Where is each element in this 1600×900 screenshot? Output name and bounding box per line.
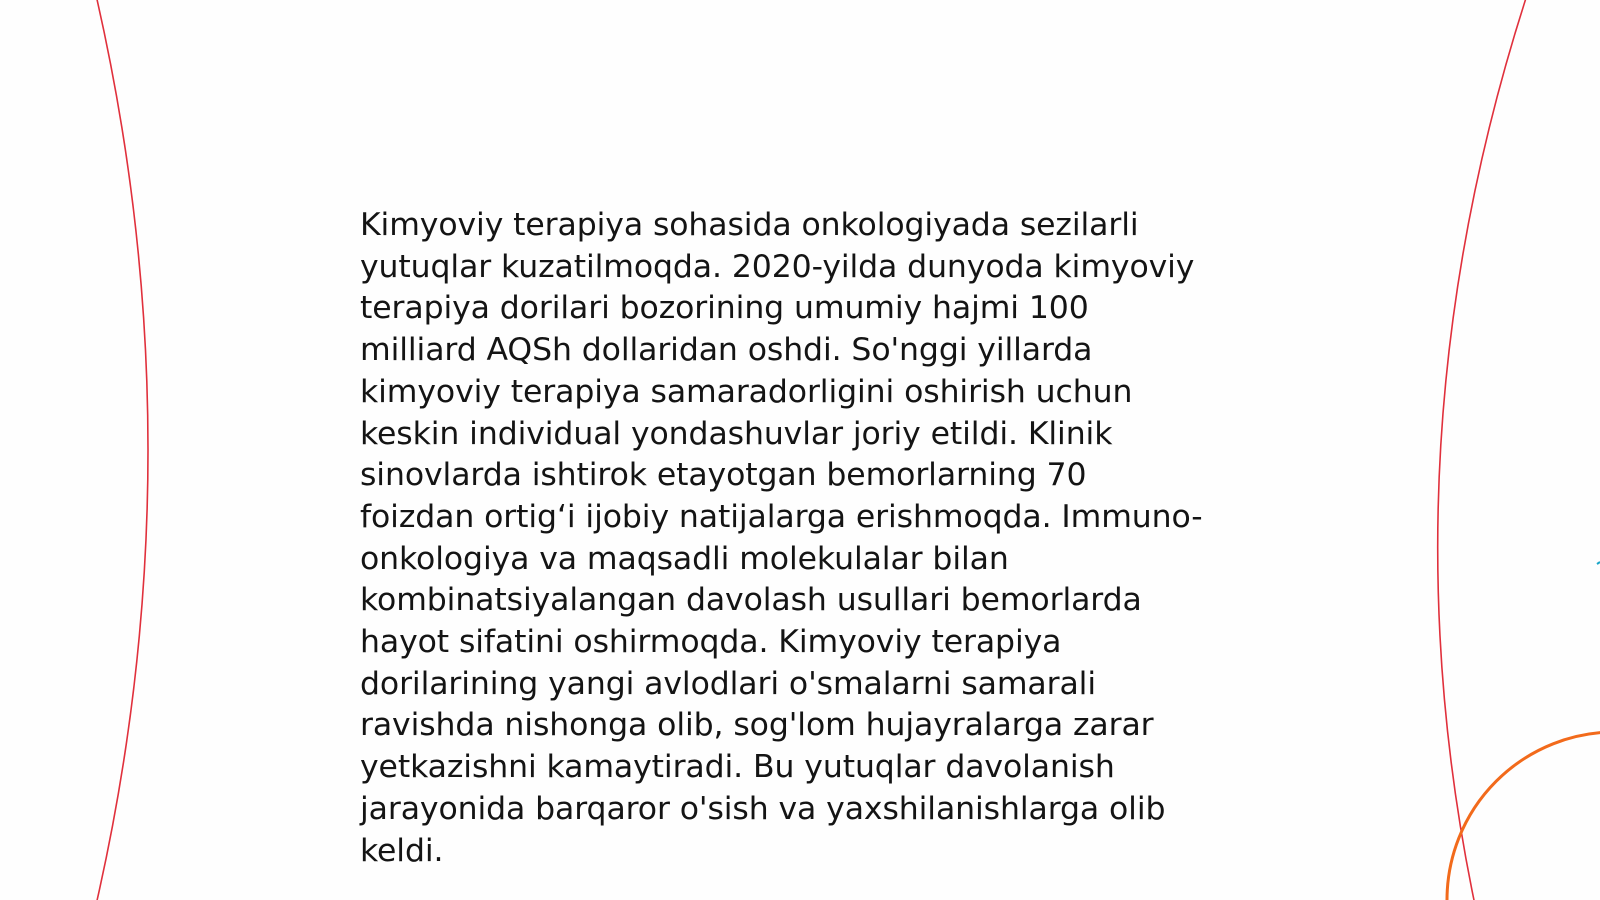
orange-circle-arc — [1447, 732, 1600, 900]
body-paragraph: Kimyoviy terapiya sohasida onkologiyada sezilarli yutuqlar kuzatilmoqda. 2020-yilda dunyoda kimyoviy terapiya dorilari bozorining umumiy hajmi 100 milliard AQSh dollaridan oshdi. So'nggi yillarda kimyoviy terapiya samaradorligini oshirish uchun keskin individual yondashuvlar joriy etildi. Klinik sinovlarda ishtirok etayotgan bemorlarning 70 foizdan ortig‘i ijobiy natijalarga erishmoqda. Immuno- onkologiya va maqsadli molekulalar bilan kombinatsiyalangan davolash usullari bemorlarda hayot sifatini oshirmoqda. Kimyoviy terapiya dorilarining yangi avlodlari o'smalarni samarali ravishda nishonga olib, sog'lom hujayralarga zarar yetkazishni kamaytiradi. Bu yutuqlar davolanish jarayonida barqaror o'sish va yaxshilanishlarga olib keldi. — [360, 207, 1203, 869]
left-arc-line — [96, 0, 148, 900]
right-arc-line — [1438, 0, 1527, 900]
